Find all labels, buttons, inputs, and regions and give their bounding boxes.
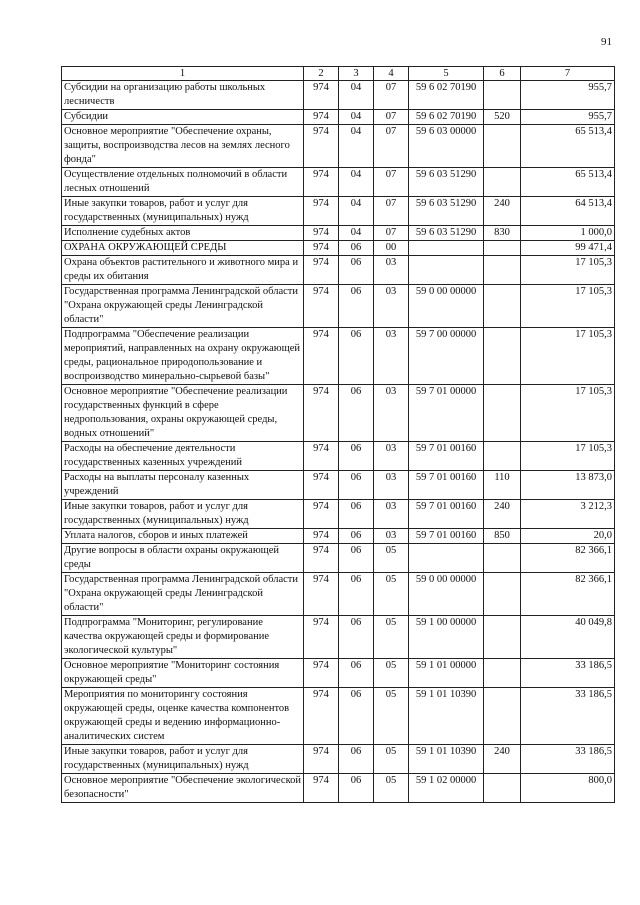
row-rz-cell: 04	[339, 81, 374, 110]
table-row	[62, 774, 615, 803]
row-name-cell: Расходы на обеспечение деятельности государственных казенных учреждений	[62, 442, 304, 471]
row-pr-cell: 00	[374, 241, 409, 256]
row-csr-cell: 59 6 02 70190	[409, 81, 484, 110]
column-header: 1	[62, 67, 304, 81]
row-sum-cell: 82 366,1	[521, 573, 615, 616]
table-row	[62, 529, 615, 544]
row-vr-cell: 240	[484, 197, 521, 226]
table-row	[62, 471, 615, 500]
row-ved-cell: 974	[304, 573, 339, 616]
column-header: 4	[374, 67, 409, 81]
row-rz-cell: 06	[339, 285, 374, 328]
row-sum-cell: 17 105,3	[521, 442, 615, 471]
row-sum-cell: 17 105,3	[521, 328, 615, 385]
table-row	[62, 125, 615, 168]
row-csr-cell: 59 7 01 00160	[409, 442, 484, 471]
row-vr-cell	[484, 774, 521, 803]
row-name-cell: Основное мероприятие "Обеспечение реализации государственных функций в сфере недропользования, охраны окружающей среды, водных отношений"	[62, 385, 304, 442]
row-ved-cell: 974	[304, 616, 339, 659]
row-sum-cell: 64 513,4	[521, 197, 615, 226]
row-name-cell: ОХРАНА ОКРУЖАЮЩЕЙ СРЕДЫ	[62, 241, 304, 256]
row-csr-cell: 59 7 01 00160	[409, 529, 484, 544]
table-row	[62, 197, 615, 226]
row-vr-cell: 520	[484, 110, 521, 125]
row-csr-cell: 59 6 02 70190	[409, 110, 484, 125]
row-vr-cell	[484, 285, 521, 328]
row-rz-cell: 06	[339, 544, 374, 573]
row-name-cell: Подпрограмма "Мониторинг, регулирование качества окружающей среды и формирование экологической культуры"	[62, 616, 304, 659]
row-pr-cell: 03	[374, 500, 409, 529]
row-rz-cell: 06	[339, 385, 374, 442]
row-rz-cell: 06	[339, 616, 374, 659]
row-rz-cell: 06	[339, 256, 374, 285]
column-header: 2	[304, 67, 339, 81]
row-csr-cell: 59 6 03 51290	[409, 197, 484, 226]
row-csr-cell: 59 6 03 51290	[409, 226, 484, 241]
row-pr-cell: 03	[374, 285, 409, 328]
row-pr-cell: 03	[374, 471, 409, 500]
row-rz-cell: 04	[339, 168, 374, 197]
table-row	[62, 500, 615, 529]
row-vr-cell	[484, 385, 521, 442]
row-sum-cell: 33 186,5	[521, 745, 615, 774]
row-rz-cell: 06	[339, 774, 374, 803]
table-row	[62, 745, 615, 774]
row-pr-cell: 07	[374, 110, 409, 125]
table-row	[62, 442, 615, 471]
row-name-cell: Исполнение судебных актов	[62, 226, 304, 241]
row-ved-cell: 974	[304, 471, 339, 500]
row-sum-cell: 65 513,4	[521, 168, 615, 197]
row-rz-cell: 04	[339, 125, 374, 168]
row-pr-cell: 05	[374, 616, 409, 659]
row-name-cell: Иные закупки товаров, работ и услуг для государственных (муниципальных) нужд	[62, 745, 304, 774]
row-ved-cell: 974	[304, 529, 339, 544]
row-vr-cell	[484, 659, 521, 688]
row-vr-cell: 240	[484, 500, 521, 529]
table-row	[62, 385, 615, 442]
row-csr-cell	[409, 256, 484, 285]
row-csr-cell: 59 7 01 00160	[409, 471, 484, 500]
row-ved-cell: 974	[304, 774, 339, 803]
row-csr-cell: 59 1 02 00000	[409, 774, 484, 803]
row-rz-cell: 06	[339, 328, 374, 385]
row-ved-cell: 974	[304, 500, 339, 529]
row-name-cell: Охрана объектов растительного и животного мира и среды их обитания	[62, 256, 304, 285]
row-pr-cell: 07	[374, 81, 409, 110]
row-rz-cell: 04	[339, 197, 374, 226]
row-csr-cell: 59 7 01 00000	[409, 385, 484, 442]
row-rz-cell: 04	[339, 226, 374, 241]
table-row	[62, 285, 615, 328]
table-row	[62, 168, 615, 197]
row-rz-cell: 04	[339, 110, 374, 125]
table-row	[62, 688, 615, 745]
row-csr-cell	[409, 544, 484, 573]
row-csr-cell: 59 6 03 00000	[409, 125, 484, 168]
column-header: 3	[339, 67, 374, 81]
row-csr-cell: 59 7 01 00160	[409, 500, 484, 529]
row-ved-cell: 974	[304, 745, 339, 774]
row-vr-cell	[484, 688, 521, 745]
row-csr-cell: 59 6 03 51290	[409, 168, 484, 197]
row-ved-cell: 974	[304, 197, 339, 226]
row-csr-cell: 59 1 00 00000	[409, 616, 484, 659]
row-csr-cell: 59 0 00 00000	[409, 285, 484, 328]
row-sum-cell: 955,7	[521, 110, 615, 125]
row-name-cell: Уплата налогов, сборов и иных платежей	[62, 529, 304, 544]
row-vr-cell: 240	[484, 745, 521, 774]
page-number: 91	[601, 36, 612, 48]
row-pr-cell: 05	[374, 745, 409, 774]
row-vr-cell	[484, 442, 521, 471]
row-vr-cell: 110	[484, 471, 521, 500]
row-csr-cell: 59 7 00 00000	[409, 328, 484, 385]
row-vr-cell: 850	[484, 529, 521, 544]
row-ved-cell: 974	[304, 241, 339, 256]
table-row	[62, 256, 615, 285]
row-csr-cell	[409, 241, 484, 256]
row-pr-cell: 05	[374, 544, 409, 573]
table-header-row	[62, 67, 615, 81]
table-row	[62, 81, 615, 110]
row-vr-cell	[484, 125, 521, 168]
row-csr-cell: 59 1 01 10390	[409, 688, 484, 745]
table-row	[62, 616, 615, 659]
row-sum-cell: 17 105,3	[521, 285, 615, 328]
table-row	[62, 544, 615, 573]
row-sum-cell: 65 513,4	[521, 125, 615, 168]
row-pr-cell: 07	[374, 197, 409, 226]
row-name-cell: Субсидии	[62, 110, 304, 125]
row-rz-cell: 06	[339, 529, 374, 544]
row-sum-cell: 955,7	[521, 81, 615, 110]
row-name-cell: Мероприятия по мониторингу состояния окружающей среды, оценке качества компонентов окружающей среды и ведению информационно-аналитических систем	[62, 688, 304, 745]
row-name-cell: Другие вопросы в области охраны окружающей среды	[62, 544, 304, 573]
row-vr-cell	[484, 544, 521, 573]
row-rz-cell: 06	[339, 573, 374, 616]
row-sum-cell: 82 366,1	[521, 544, 615, 573]
table-row	[62, 659, 615, 688]
column-header: 7	[521, 67, 615, 81]
row-vr-cell	[484, 573, 521, 616]
row-ved-cell: 974	[304, 125, 339, 168]
row-ved-cell: 974	[304, 256, 339, 285]
column-header: 6	[484, 67, 521, 81]
row-rz-cell: 06	[339, 688, 374, 745]
row-sum-cell: 99 471,4	[521, 241, 615, 256]
row-sum-cell: 17 105,3	[521, 256, 615, 285]
row-pr-cell: 07	[374, 125, 409, 168]
row-vr-cell: 830	[484, 226, 521, 241]
column-header: 5	[409, 67, 484, 81]
row-pr-cell: 03	[374, 529, 409, 544]
table-row	[62, 110, 615, 125]
row-ved-cell: 974	[304, 688, 339, 745]
row-name-cell: Основное мероприятие "Мониторинг состояния окружающей среды"	[62, 659, 304, 688]
row-name-cell: Подпрограмма "Обеспечение реализации мероприятий, направленных на охрану окружающей среды, рациональное природопользование и воспроизводство минерально-сырьевой базы"	[62, 328, 304, 385]
row-rz-cell: 06	[339, 241, 374, 256]
row-sum-cell: 20,0	[521, 529, 615, 544]
row-sum-cell: 1 000,0	[521, 226, 615, 241]
row-rz-cell: 06	[339, 442, 374, 471]
row-sum-cell: 17 105,3	[521, 385, 615, 442]
row-ved-cell: 974	[304, 385, 339, 442]
table-row	[62, 241, 615, 256]
row-pr-cell: 05	[374, 659, 409, 688]
row-csr-cell: 59 1 01 00000	[409, 659, 484, 688]
row-name-cell: Иные закупки товаров, работ и услуг для государственных (муниципальных) нужд	[62, 500, 304, 529]
row-name-cell: Основное мероприятие "Обеспечение экологической безопасности"	[62, 774, 304, 803]
row-name-cell: Основное мероприятие "Обеспечение охраны, защиты, воспроизводства лесов на землях лесного фонда"	[62, 125, 304, 168]
row-sum-cell: 40 049,8	[521, 616, 615, 659]
row-name-cell: Государственная программа Ленинградской области "Охрана окружающей среды Ленинградской области"	[62, 285, 304, 328]
table-row	[62, 573, 615, 616]
row-sum-cell: 33 186,5	[521, 659, 615, 688]
row-pr-cell: 05	[374, 774, 409, 803]
row-sum-cell: 33 186,5	[521, 688, 615, 745]
row-ved-cell: 974	[304, 168, 339, 197]
row-vr-cell	[484, 328, 521, 385]
budget-table	[61, 66, 615, 803]
row-pr-cell: 07	[374, 168, 409, 197]
row-rz-cell: 06	[339, 659, 374, 688]
row-pr-cell: 07	[374, 226, 409, 241]
row-vr-cell	[484, 256, 521, 285]
row-sum-cell: 800,0	[521, 774, 615, 803]
row-vr-cell	[484, 241, 521, 256]
row-vr-cell	[484, 616, 521, 659]
row-ved-cell: 974	[304, 328, 339, 385]
row-ved-cell: 974	[304, 226, 339, 241]
row-rz-cell: 06	[339, 471, 374, 500]
row-ved-cell: 974	[304, 659, 339, 688]
row-sum-cell: 3 212,3	[521, 500, 615, 529]
row-vr-cell	[484, 81, 521, 110]
table-body	[62, 81, 615, 803]
row-pr-cell: 03	[374, 442, 409, 471]
row-name-cell: Расходы на выплаты персоналу казенных учреждений	[62, 471, 304, 500]
table-row	[62, 226, 615, 241]
row-csr-cell: 59 0 00 00000	[409, 573, 484, 616]
row-csr-cell: 59 1 01 10390	[409, 745, 484, 774]
row-ved-cell: 974	[304, 285, 339, 328]
row-pr-cell: 05	[374, 688, 409, 745]
row-vr-cell	[484, 168, 521, 197]
row-ved-cell: 974	[304, 442, 339, 471]
row-sum-cell: 13 873,0	[521, 471, 615, 500]
row-name-cell: Иные закупки товаров, работ и услуг для государственных (муниципальных) нужд	[62, 197, 304, 226]
row-name-cell: Осуществление отдельных полномочий в области лесных отношений	[62, 168, 304, 197]
row-ved-cell: 974	[304, 110, 339, 125]
table-row	[62, 328, 615, 385]
row-pr-cell: 03	[374, 385, 409, 442]
row-pr-cell: 03	[374, 328, 409, 385]
row-rz-cell: 06	[339, 500, 374, 529]
row-name-cell: Государственная программа Ленинградской области "Охрана окружающей среды Ленинградской области"	[62, 573, 304, 616]
row-ved-cell: 974	[304, 544, 339, 573]
row-pr-cell: 03	[374, 256, 409, 285]
row-rz-cell: 06	[339, 745, 374, 774]
row-pr-cell: 05	[374, 573, 409, 616]
row-ved-cell: 974	[304, 81, 339, 110]
row-name-cell: Субсидии на организацию работы школьных лесничеств	[62, 81, 304, 110]
